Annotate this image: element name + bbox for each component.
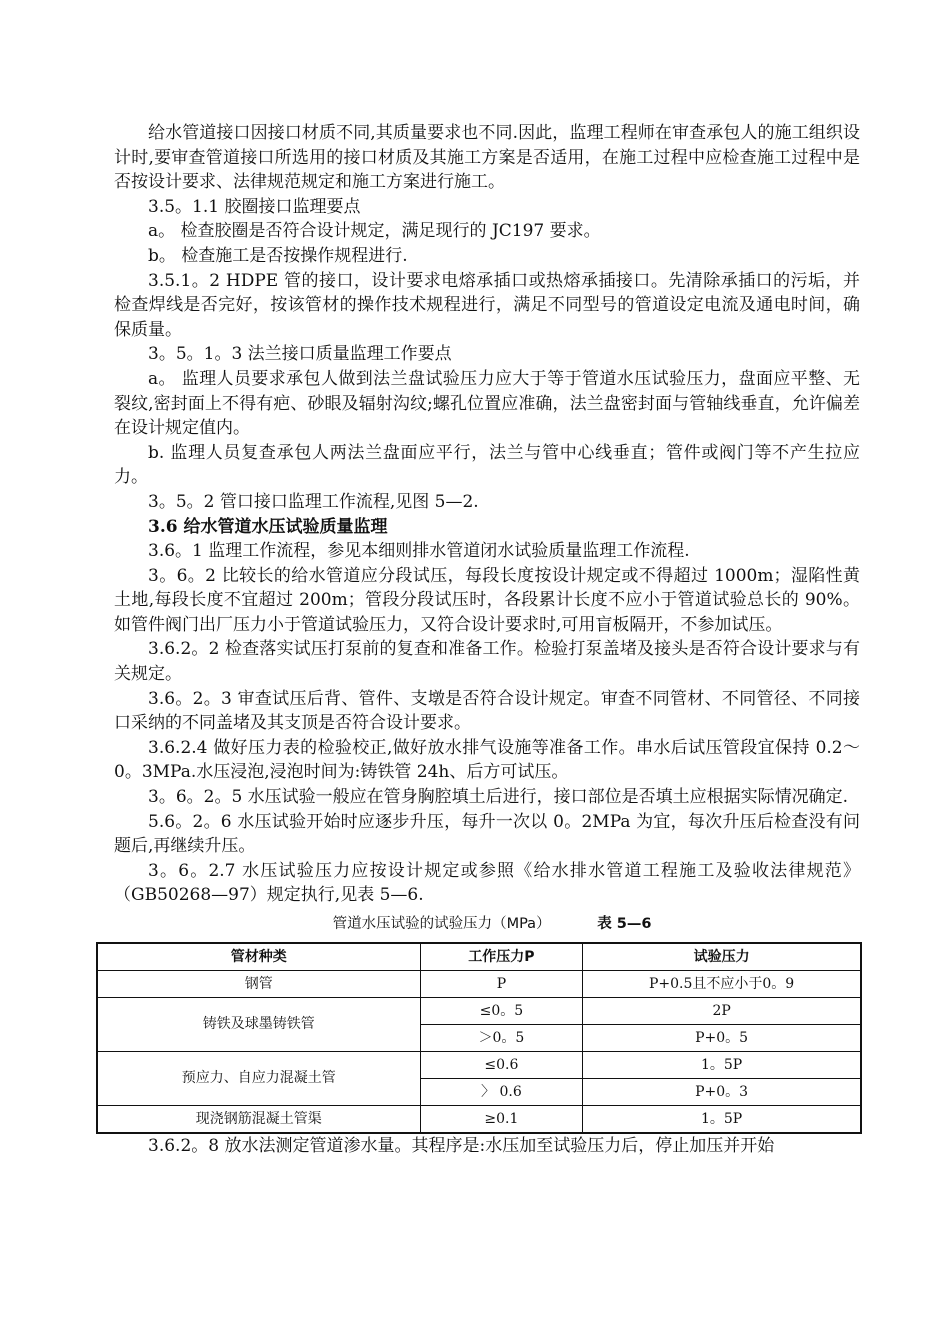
table-row <box>97 998 861 1025</box>
table-caption-title: 管道水压试验的试验压力（MPa） <box>332 916 551 932</box>
header-test-pressure: 试验压力 <box>583 943 861 971</box>
paragraph: 3。6。2.7 水压试验压力应按设计规定或参照《给水排水管道工程施工及验收法律规范》（GB50268—97）规定执行,见表 5—6. <box>114 860 860 906</box>
cell-working: P <box>420 971 583 998</box>
section-heading: 3.6 给水管道水压试验质量监理 <box>148 516 388 537</box>
table-row <box>97 1052 861 1079</box>
cell-test: 1。5P <box>583 1052 861 1079</box>
table-row <box>97 971 861 998</box>
cell-test: 2P <box>583 998 861 1025</box>
paragraph: 给水管道接口因接口材质不同,其质量要求也不同.因此，监理工程师在审查承包人的施工组织设计时,要审查管道接口所选用的接口材质及其施工方案是否适用，在施工过程中应检查施工过程中是否按设计要求、法律规范规定和施工方案进行施工。 <box>114 123 860 193</box>
paragraph: a。 检查胶圈是否符合设计规定，满足现行的 JC197 要求。 <box>148 221 601 242</box>
paragraph: b. 监理人员复查承包人两法兰盘面应平行，法兰与管中心线垂直；管件或阀门等不产生拉应力。 <box>114 442 860 488</box>
table-header-row <box>97 943 861 971</box>
paragraph: 3.6.2。2 检查落实试压打泵前的复查和准备工作。检验打泵盖堵及接头是否符合设计要求与有关规定。 <box>114 639 860 685</box>
cell-test: P+0。5 <box>583 1025 861 1052</box>
cell-test: P+0.5且不应小于0。9 <box>583 971 861 998</box>
table-row <box>97 1106 861 1134</box>
cell-test: 1。5P <box>583 1106 861 1134</box>
cell-working: ≤0。5 <box>420 998 583 1025</box>
cell-working: ＞0。5 <box>420 1025 583 1052</box>
cell-test: P+0。3 <box>583 1079 861 1106</box>
cell-working: ≤0.6 <box>420 1052 583 1079</box>
paragraph: 3.6。2。3 审查试压后背、管件、支墩是否符合设计规定。审查不同管材、不同管径、不同接口采纳的不同盖堵及其支顶是否符合设计要求。 <box>114 688 860 734</box>
paragraph: 3.5。1.1 胶圈接口监理要点 <box>148 196 361 217</box>
cell-material: 钢管 <box>97 971 420 998</box>
paragraph: 5.6。2。6 水压试验开始时应逐步升压，每升一次以 0。2MPa 为宜，每次升压后检查没有问题后,再继续升压。 <box>114 811 860 857</box>
table-caption <box>114 914 860 934</box>
header-working-pressure: 工作压力P <box>420 943 583 971</box>
paragraph: 3.6。1 监理工作流程，参见本细则排水管道闭水试验质量监理工作流程. <box>148 541 690 562</box>
cell-material: 预应力、自应力混凝土管 <box>97 1052 420 1106</box>
cell-material: 铸铁及球墨铸铁管 <box>97 998 420 1052</box>
paragraph: 3。5。2 管口接口监理工作流程,见图 5—2. <box>148 491 479 512</box>
paragraph: 3.5.1。2 HDPE 管的接口，设计要求电熔承插口或热熔承插接口。先清除承插口的污垢，并检查焊线是否完好，按该管材的操作技术规程进行，满足不同型号的管道设定电流及通电时间，确保质量。 <box>114 270 860 340</box>
paragraph: b。 检查施工是否按操作规程进行. <box>148 245 408 266</box>
cell-material: 现浇钢筋混凝土管渠 <box>97 1106 420 1134</box>
paragraph: 3。6。2。5 水压试验一般应在管身胸腔填土后进行，接口部位是否填土应根据实际情况确定. <box>148 787 849 808</box>
paragraph: 3。5。1。3 法兰接口质量监理工作要点 <box>148 344 452 365</box>
header-material: 管材种类 <box>97 943 420 971</box>
paragraphs-before-table <box>114 121 860 908</box>
paragraph: a。 监理人员要求承包人做到法兰盘试验压力应大于等于管道水压试验压力，盘面应平整、无裂纹,密封面上不得有疤、砂眼及辐射沟纹;螺孔位置应准确，法兰盘密封面与管轴线垂直，允许偏差在设计规定值内。 <box>114 368 860 439</box>
cell-working: 〉 0.6 <box>420 1079 583 1106</box>
paragraph-after-table: 3.6.2。8 放水法测定管道渗水量。其程序是:水压加至试验压力后，停止加压并开始 <box>148 1136 775 1156</box>
paragraph: 3。6。2 比较长的给水管道应分段试压，每段长度按设计规定或不得超过 1000m；湿陷性黄土地,每段长度不宜超过 200m；管段分段试压时，各段累计长度不应小于管道试验总长的 90%。如管件阀门出厂压力小于管道试验压力，又符合设计要求时,可用盲板隔开，不参加试压。 <box>114 565 860 635</box>
document-body <box>114 121 860 1159</box>
table-caption-number: 表 5—6 <box>597 916 652 932</box>
cell-working: ≥0.1 <box>420 1106 583 1134</box>
pressure-table <box>96 942 862 1134</box>
paragraph: 3.6.2.4 做好压力表的检验校正,做好放水排气设施等准备工作。串水后试压管段宜保持 0.2～0。3MPa.水压浸泡,浸泡时间为:铸铁管 24h、后方可试压。 <box>114 737 860 783</box>
